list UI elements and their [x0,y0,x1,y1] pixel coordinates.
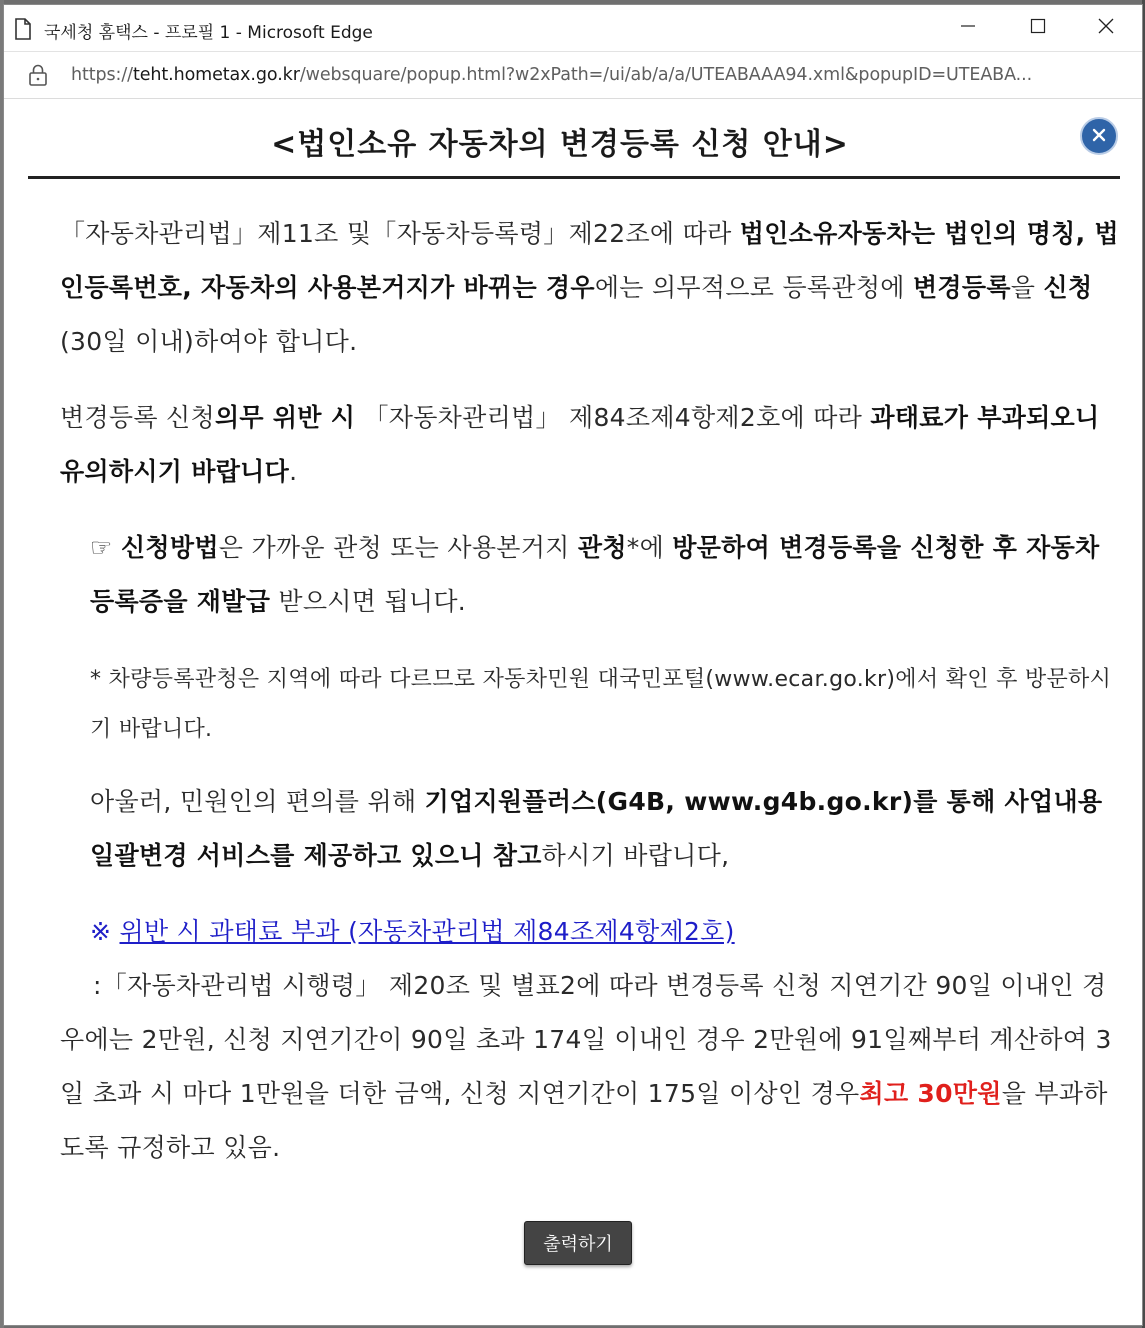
p3-text-b: 은 가까운 관청 또는 사용본거지 [218,533,578,562]
p3-text-f: 받으시면 됩니다. [270,587,467,616]
p1-text-a: 「자동차관리법」제11조 및「자동차등록령」제22조에 따라 [60,219,740,248]
minimize-button[interactable] [934,5,1002,51]
print-button[interactable]: 출력하기 [524,1221,632,1265]
p1-text-c: 에는 의무적으로 등록관청에 [594,273,913,302]
p2-bold-b: 의무 위반 시 [214,403,356,432]
p2-text-a: 변경등록 신청 [60,403,215,432]
p3-bold-c: 관청 [577,533,627,562]
close-icon [1097,17,1115,39]
notice-paragraph-5 [90,775,1120,883]
url-path: /websquare/popup.html?w2xPath=/ui/ab/a/a/UTEABAAA94.xml&popupID=UTEABA... [299,65,1033,85]
notice-paragraph-2 [60,391,1120,499]
title-divider [28,176,1120,179]
notice-paragraph-1 [60,207,1120,369]
p1-bold-b: 법인소유자동차는 법인의 명칭, 법인등록번호, 자동차의 사용본거지가 바뀌는 경우 [60,219,1119,302]
lock-icon[interactable] [28,64,48,90]
p1-text-e: 을 [1010,273,1044,302]
close-icon [1092,127,1106,146]
popup-title: <법인소유 자동차의 변경등록 신청 안내> [271,127,849,162]
url-text[interactable] [71,65,1032,85]
popup-content [4,99,1142,1326]
url-host: teht.hometax.go.kr [132,65,300,85]
p3-bold-e: 방문하여 변경등록을 신청한 후 자동차등록증을 재발급 [90,533,1100,616]
reference-mark-icon: ※ [90,917,120,946]
p1-text-g: (30일 이내)하여야 합니다. [60,327,358,356]
window-titlebar [4,5,1142,52]
notice-paragraph-4: * 차량등록관청은 지역에 따라 다르므로 자동차민원 대국민포털(www.ecar.go.kr)에서 확인 후 방문하시기 바랍니다. [90,667,1112,742]
p7-text-a: :「자동차관리법 시행령」 제20조 및 별표2에 따라 변경등록 신청 지연기간 90일 이내인 경우에는 2만원, 신청 지연기간이 90일 초과 174일 이내인 경우 2만원에 91일째부터 계산하여 3일 초과 시 마다 1만원을 더한 금액, 신청 지연기간이 175일 이상인 경우 [60,971,1112,1108]
hand-pointer-icon: ☞ [90,533,121,562]
page-icon [14,18,32,44]
close-window-button[interactable] [1072,5,1140,51]
p7-text-c: 을 부과하도록 규정하고 있음. [60,1079,1108,1162]
p7-highlight-max-fine: 최고 30만원 [859,1079,1002,1108]
notice-paragraph-7 [60,959,1120,1175]
p5-text-a: 아울러, 민원인의 편의를 위해 [90,787,425,816]
popup-close-button[interactable] [1080,117,1118,155]
penalty-law-link[interactable]: 위반 시 과태료 부과 (자동차관리법 제84조제4항제2호) [119,917,735,946]
p1-bold-f: 신청 [1043,273,1093,302]
notice-paragraph-3 [90,521,1120,629]
window-title: 국세청 홈택스 - 프로필 1 - Microsoft Edge [44,23,373,43]
browser-popup-window [3,4,1143,1326]
p1-bold-d: 변경등록 [912,273,1011,302]
p2-bold-d: 과태료가 부과되오니 유의하시기 바랍니다 [60,403,1100,486]
p2-text-c: 「자동차관리법」 제84조제4항제2호에 따라 [355,403,871,432]
p5-bold-b: 기업지원플러스(G4B, www.g4b.go.kr)를 통해 사업내용 일괄변경 서비스를 제공하고 있으니 참고 [90,787,1103,870]
p2-text-e: . [289,457,298,486]
minimize-icon [960,18,976,38]
p3-bold-a: 신청방법 [120,533,219,562]
maximize-button[interactable] [1004,5,1072,51]
penalty-link-line [90,905,1120,959]
p3-text-d: *에 [626,533,673,562]
maximize-icon [1030,18,1046,38]
p5-text-c: 하시기 바랍니다, [541,841,730,870]
url-scheme: https:// [71,65,133,85]
address-bar[interactable] [4,52,1142,99]
